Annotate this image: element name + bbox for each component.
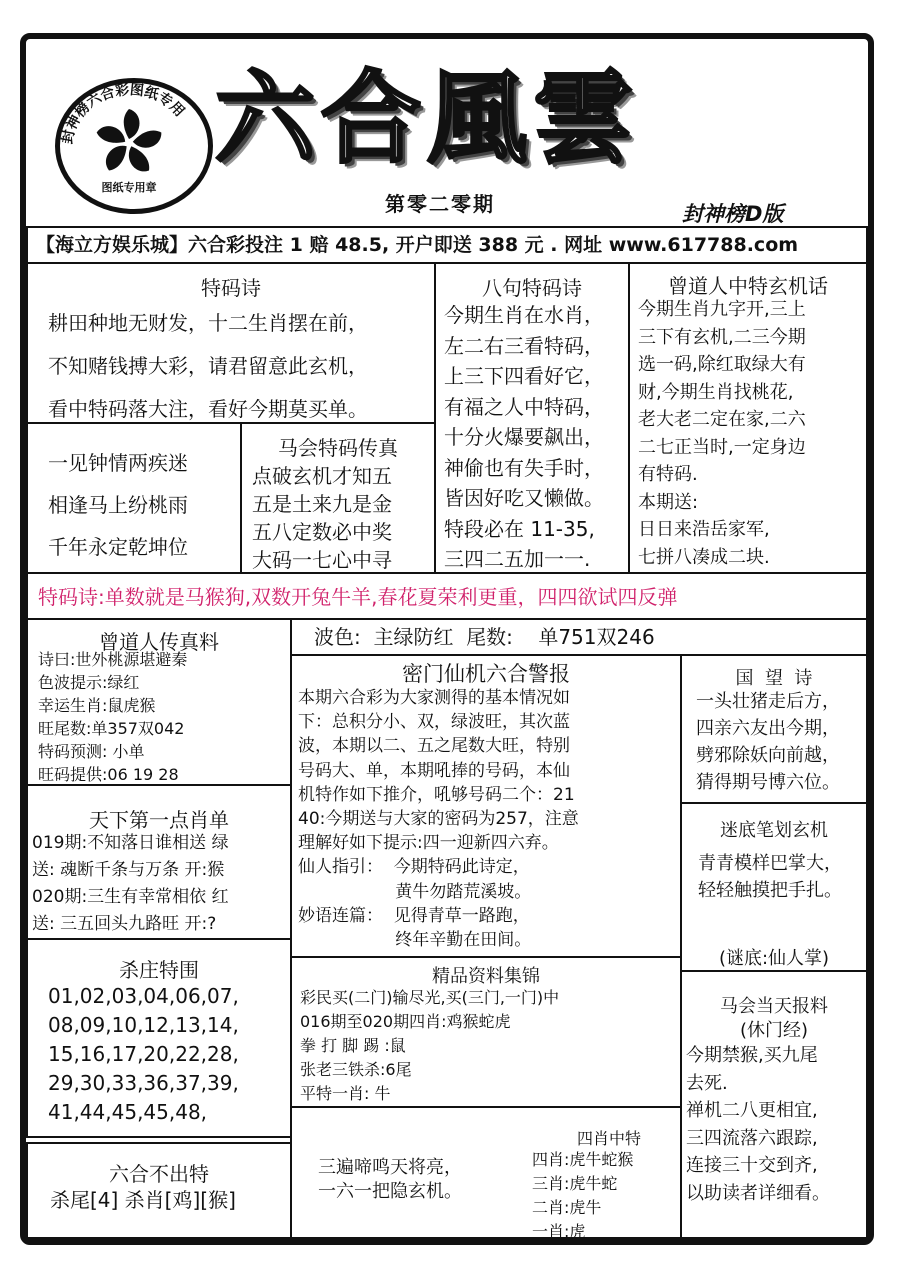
guowang-line: 猜得期号博六位。	[696, 772, 840, 793]
pink-banner	[26, 572, 868, 620]
ad-bar	[26, 226, 868, 264]
collection-line: 拳 打 脚 踢 :鼠	[300, 1036, 406, 1055]
stamp-bottom-text: 图纸专用章	[101, 181, 157, 194]
horse-today-subtitle: (休门经)	[739, 1020, 809, 1041]
zeng-fax-line: 色波提示:绿红	[38, 673, 140, 692]
eight-line: 特段必在 11-35,	[444, 516, 595, 541]
pink-banner-text: 特码诗:单数就是马猴狗,双数开兔牛羊,春花夏荣利更重，四四欲试四反弹	[38, 585, 678, 609]
special-poem-body	[48, 302, 368, 431]
stamp-ring-text: 封神榜六合彩图纸专用	[59, 82, 188, 146]
secret-line: 仙人指引： 今期特码此诗定，	[298, 857, 530, 878]
edition-label: 封神榜D版	[682, 202, 784, 226]
secret-line: 黄牛勿踏荒溪坡。	[298, 881, 532, 902]
zeng-line: 老大老二定在家,二六	[638, 409, 806, 430]
special-poem-title: 特码诗	[201, 276, 261, 300]
love-poem-panel	[26, 422, 242, 574]
zeng-line: 日日来浩岳家军,	[638, 519, 770, 540]
zeng-fax-title: 曾道人传真料	[99, 630, 219, 654]
secret-line: 号码大、单，本期吼捧的号码，本仙	[298, 760, 570, 781]
zeng-line: 有特码.	[638, 464, 698, 485]
riddle-line: 青青模样巴掌大，	[698, 853, 842, 874]
zeng-fax-line: 诗曰:世外桃源堪避秦	[38, 650, 188, 669]
issue-number: 第零二零期	[385, 192, 495, 216]
zeng-fax-line: 幸运生肖:鼠虎猴	[38, 696, 156, 715]
love-line: 相逢马上纷桃雨	[48, 493, 188, 517]
zeng-line: 财,今期生肖找桃花,	[638, 381, 794, 403]
first-zodiac-panel	[26, 784, 292, 940]
eight-line: 今期生肖在水肖，	[444, 303, 604, 327]
horse-today-line: 去死.	[686, 1072, 728, 1094]
circular-stamp	[55, 78, 213, 214]
secret-line: 40:今期送与大家的密码为257，注意	[298, 809, 579, 830]
love-line: 千年永定乾坤位	[48, 535, 188, 559]
horse-fax-body	[252, 462, 392, 574]
zodiac-line: 送: 魂断千条与万条 开:猴	[32, 860, 225, 880]
secret-line: 终年辛勤在田间。	[298, 930, 532, 951]
zeng-fax-panel	[26, 618, 292, 786]
guowang-line: 一头壮猪走后方，	[696, 691, 840, 712]
four-zodiac-title: 四肖中特	[577, 1129, 642, 1148]
poem-line: 看中特码落大注，看好今期莫买单。	[48, 397, 368, 421]
zeng-fax-body	[38, 648, 187, 786]
horse-today-body	[686, 1042, 830, 1207]
four-zodiac-body	[532, 1148, 633, 1244]
guowang-line: 劈邪除妖向前越，	[696, 745, 840, 766]
special-poem-panel	[26, 262, 436, 424]
horse-today-line: 三四流落六跟踪,	[686, 1127, 818, 1149]
page-title: 六合風雲	[215, 59, 639, 177]
poem-line: 耕田种地无财发，十二生肖摆在前，	[48, 311, 368, 335]
zeng-line: 二七正当时,一定身边	[638, 436, 806, 458]
poem-line: 不知赌钱搏大彩，请君留意此玄机，	[48, 354, 368, 378]
number-row: 08,09,10,12,13,14,	[48, 1013, 239, 1037]
collection-panel	[290, 956, 682, 1108]
eight-line: 三四二五加一一.	[444, 547, 591, 571]
wave-bar-text: 波色: 主绿防红 尾数: 单751双246	[314, 625, 655, 649]
no-special-line: 杀尾[4] 杀肖[鸡][猴]	[50, 1188, 236, 1212]
ad-bar-text: 【海立方娱乐城】六合彩投注 1 赔 48.5, 开户即送 388 元 . 网址 www.617788.com	[36, 234, 799, 256]
horse-today-title: 马会当天报料	[720, 996, 828, 1017]
zeng-fax-line: 特码预测: 小单	[38, 742, 145, 761]
collection-body	[300, 986, 559, 1106]
zodiac-line: 019期:不知落日谁相送 绿	[32, 833, 229, 853]
secret-line: 波，本期以二、五之尾数大旺，特别	[298, 736, 570, 757]
four-zodiac-line: 二肖:虎牛	[532, 1198, 602, 1217]
svg-text:封神榜六合彩图纸专用	[60, 81, 188, 145]
eight-poem-title: 八句特码诗	[482, 276, 582, 300]
collection-title: 精品资料集锦	[432, 966, 540, 987]
eight-line: 神偷也有失手时，	[444, 455, 604, 480]
wave-bar	[290, 618, 868, 656]
eight-poem-panel	[434, 262, 630, 574]
eight-line: 有福之人中特码，	[444, 394, 604, 419]
number-row: 01,02,03,04,06,07,	[48, 984, 239, 1008]
guowang-body	[696, 688, 840, 796]
zeng-line: 本期送:	[638, 491, 699, 513]
zeng-words-title: 曾道人中特玄机话	[668, 274, 828, 298]
riddle-panel	[680, 802, 868, 972]
eight-line: 左二右三看特码，	[444, 333, 604, 358]
riddle-line: 轻轻触摸把手扎。	[698, 880, 842, 901]
no-special-panel	[26, 1142, 292, 1239]
riddle-body	[698, 850, 842, 904]
number-row: 41,44,45,45,48,	[48, 1100, 208, 1124]
zeng-line: 七拼八凑成二块.	[638, 546, 770, 568]
zeng-line: 选一码,除红取绿大有	[638, 354, 806, 375]
secret-line: 理解好如下提示:四一迎新四六弃。	[298, 833, 559, 854]
collection-line: 016期至020期四肖:鸡猴蛇虎	[300, 1012, 511, 1031]
four-zodiac-line: 三肖:虎牛蛇	[532, 1174, 618, 1193]
fax-line: 五八定数必中奖	[252, 520, 392, 544]
horse-today-line: 禅机二八更相宜,	[686, 1100, 818, 1121]
horse-today-line: 连接三十交到齐,	[686, 1155, 818, 1176]
horse-today-panel	[680, 970, 868, 1239]
riddle-title: 迷底笔划玄机	[720, 820, 828, 841]
bottom-middle-panel	[290, 1106, 682, 1239]
love-line: 一见钟情两疾迷	[48, 451, 188, 475]
eight-poem-body	[444, 300, 604, 575]
guowang-panel	[680, 654, 868, 804]
horse-fax-title: 马会特码传真	[278, 436, 398, 460]
kill-range-title: 杀庄特围	[119, 958, 199, 982]
fax-line: 大码一七心中寻	[252, 548, 392, 572]
horse-today-line: 以助读者详细看。	[686, 1182, 830, 1204]
four-zodiac-line: 一肖:虎	[532, 1222, 586, 1241]
zodiac-line: 送: 三五回头九路旺 开:?	[32, 914, 217, 934]
zeng-line: 今期生肖九字开,三上	[638, 299, 806, 320]
collection-line: 张老三铁杀:6尾	[300, 1060, 412, 1079]
collection-line: 平特一肖: 牛	[300, 1084, 391, 1103]
kill-range-panel	[26, 938, 292, 1138]
rooster-line: 三遍啼鸣天将亮，	[318, 1157, 462, 1178]
collection-line: 彩民买(二门)输尽光,买(三门,一门)中	[300, 988, 560, 1007]
kill-range-numbers	[48, 982, 239, 1127]
love-poem-body	[48, 442, 188, 568]
number-row: 15,16,17,20,22,28,	[48, 1042, 239, 1066]
fax-line: 五是土来九是金	[252, 492, 392, 516]
zeng-line: 三下有玄机,二三今期	[638, 326, 806, 348]
eight-line: 皆因好吃又懒做。	[444, 486, 604, 510]
secret-line: 下：总积分小、双，绿波旺，其次蓝	[298, 712, 570, 733]
zodiac-line: 020期:三生有幸常相依 红	[32, 887, 229, 907]
number-row: 29,30,33,36,37,39,	[48, 1071, 239, 1095]
first-zodiac-body	[32, 830, 229, 938]
zeng-words-panel	[628, 262, 868, 574]
horse-today-line: 今期禁猴,买九尾	[686, 1045, 818, 1066]
no-special-title: 六合不出特	[109, 1162, 209, 1186]
secret-alert-body	[298, 686, 579, 952]
riddle-answer: (谜底:仙人掌)	[718, 948, 830, 969]
eight-line: 十分火爆要飙出，	[444, 425, 604, 449]
horse-fax-panel	[240, 422, 436, 574]
guowang-line: 四亲六友出今期，	[696, 718, 840, 739]
zeng-fax-line: 旺尾数:单357双042	[38, 719, 185, 738]
rooster-poem	[318, 1156, 462, 1204]
secret-alert-panel	[290, 654, 682, 958]
zeng-words-body	[638, 296, 806, 571]
secret-alert-title: 密门仙机六合警报	[402, 662, 570, 686]
eight-line: 上三下四看好它，	[444, 364, 604, 388]
rooster-line: 一六一把隐玄机。	[318, 1181, 462, 1202]
secret-line: 本期六合彩为大家测得的基本情况如	[298, 688, 570, 708]
zeng-fax-line: 旺码提供:06 19 28	[38, 765, 179, 784]
guowang-title: 国 望 诗	[735, 668, 813, 689]
four-zodiac-line: 四肖:虎牛蛇猴	[532, 1150, 634, 1169]
first-zodiac-title: 天下第一点肖单	[89, 808, 229, 832]
secret-line: 机特作如下推介，吼够号码二个：21	[298, 784, 575, 805]
fax-line: 点破玄机才知五	[252, 464, 392, 488]
secret-line: 妙语连篇： 见得青草一路跑，	[298, 905, 530, 926]
